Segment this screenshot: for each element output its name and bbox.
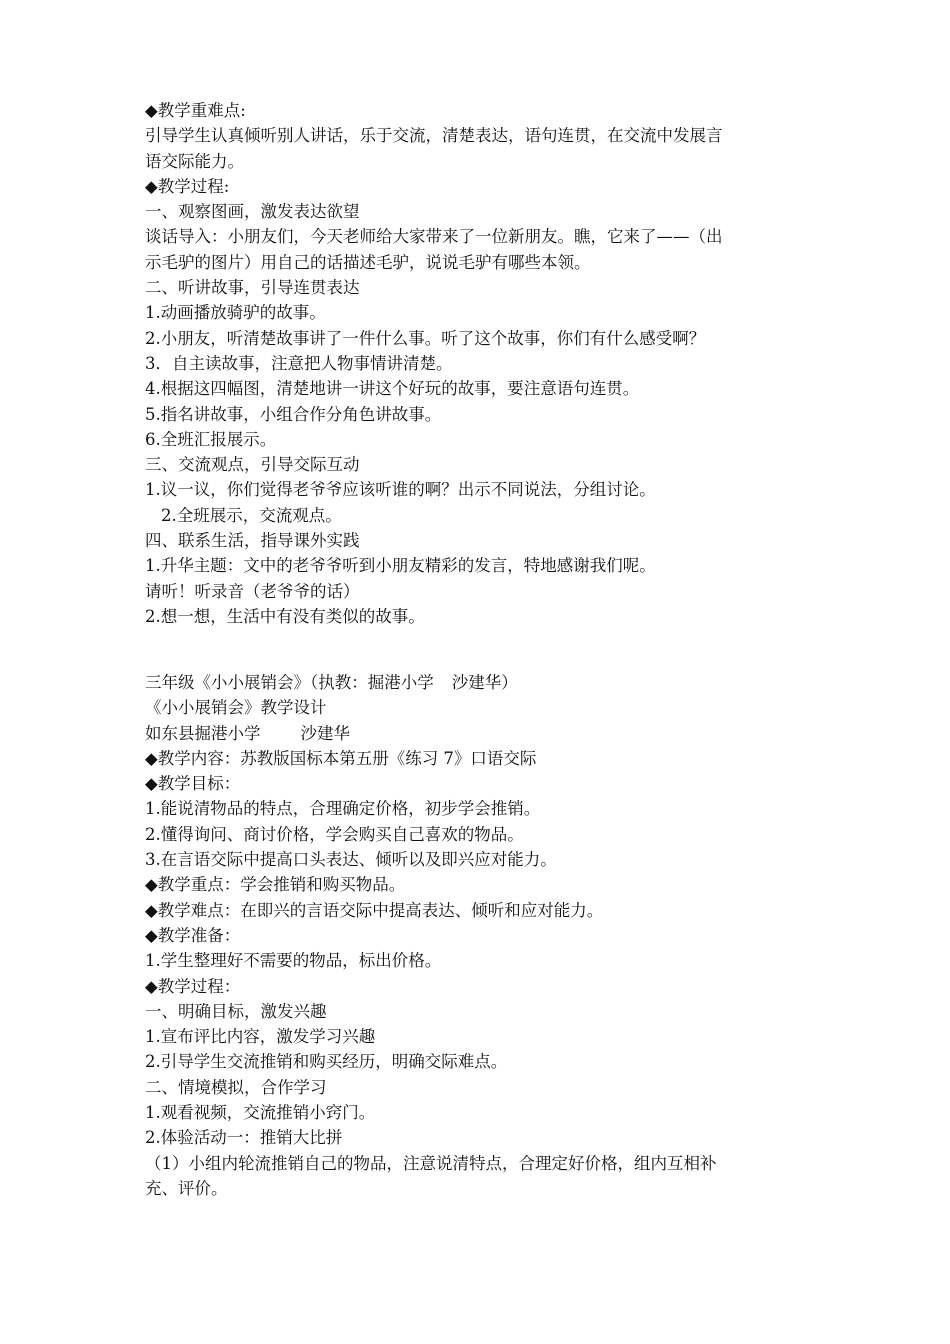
step-heading: 三、交流观点，引导交际互动 xyxy=(145,455,360,475)
list-item: 6.全班汇报展示。 xyxy=(145,429,277,449)
heading-key-points: ◆教学重点：学会推销和购买物品。 xyxy=(145,875,406,895)
step-heading: 一、明确目标，激发兴趣 xyxy=(145,1001,327,1021)
paragraph-line: 示毛驴的图片）用自己的话描述毛驴，说说毛驴有哪些本领。 xyxy=(145,252,591,272)
paragraph-line: 语交际能力。 xyxy=(145,151,244,171)
lesson-heading-teacher: 沙建华） xyxy=(451,673,518,692)
list-item: 3.在言语交际中提高口头表达、倾听以及即兴应对能力。 xyxy=(145,850,557,870)
paragraph-line: 引导学生认真倾听别人讲话，乐于交流，清楚表达，语句连贯，在交流中发展言 xyxy=(145,126,723,146)
list-item: 2.小朋友，听清楚故事讲了一件什么事。听了这个故事，你们有什么感受啊？ xyxy=(145,328,706,348)
list-item: 1.升华主题：文中的老爷爷听到小朋友精彩的发言，特地感谢我们呢。 xyxy=(145,556,656,576)
list-item: 1.学生整理好不需要的物品，标出价格。 xyxy=(145,951,442,971)
list-item: 2.体验活动一：推销大比拼 xyxy=(145,1128,343,1148)
author-line xyxy=(145,721,825,746)
list-item: 4.根据这四幅图，清楚地讲一讲这个好玩的故事，要注意语句连贯。 xyxy=(145,379,640,399)
list-item: 1.动画播放骑驴的故事。 xyxy=(145,303,326,323)
lesson-title: 《小小展销会》教学设计 xyxy=(145,698,327,718)
list-item: 2.想一想，生活中有没有类似的故事。 xyxy=(145,606,425,626)
lesson-heading-text: 三年级《小小展销会》（执教：掘港小学 xyxy=(145,673,434,692)
step-heading: 四、联系生活，指导课外实践 xyxy=(145,531,360,551)
list-item: 2.全班展示，交流观点。 xyxy=(161,505,342,525)
author-name: 沙建华 xyxy=(300,723,350,743)
list-item: 1.议一议，你们觉得老爷爷应该听谁的啊？出示不同说法，分组讨论。 xyxy=(145,480,656,500)
list-item: 1.观看视频，交流推销小窍门。 xyxy=(145,1103,376,1123)
list-item: 3．自主读故事，注意把人物事情讲清楚。 xyxy=(145,353,453,373)
heading-teaching-content: ◆教学内容：苏教版国标本第五册《练习 7》口语交际 xyxy=(145,748,537,768)
lesson-plan-section-1 xyxy=(145,98,825,629)
paragraph-line: 谈话导入：小朋友们，今天老师给大家带来了一位新朋友。瞧，它来了——（出 xyxy=(145,227,723,247)
paragraph-line: 充、评价。 xyxy=(145,1178,228,1198)
heading-teaching-goals: ◆教学目标： xyxy=(145,774,241,794)
heading-teaching-process: ◆教学过程: xyxy=(145,176,230,196)
school-name: 如东县掘港小学 xyxy=(145,723,261,743)
list-item: 2.懂得询问、商讨价格，学会购买自己喜欢的物品。 xyxy=(145,824,524,844)
list-item: 1.宣布评比内容，激发学习兴趣 xyxy=(145,1027,376,1047)
heading-key-difficulties: ◆教学重难点: xyxy=(145,101,246,120)
list-item: 5.指名讲故事，小组合作分角色讲故事。 xyxy=(145,404,442,424)
step-heading: 二、听讲故事，引导连贯表达 xyxy=(145,278,360,298)
paragraph-line: 请听！听录音（老爷爷的话） xyxy=(145,581,360,601)
heading-difficulties: ◆教学难点：在即兴的言语交际中提高表达、倾听和应对能力。 xyxy=(145,900,604,920)
step-heading: 二、情境模拟，合作学习 xyxy=(145,1077,327,1097)
heading-preparation: ◆教学准备： xyxy=(145,925,241,945)
list-item: 2.引导学生交流推销和购买经历，明确交际难点。 xyxy=(145,1052,508,1072)
paragraph-line: （1）小组内轮流推销自己的物品，注意说清特点，合理定好价格，组内互相补 xyxy=(145,1153,717,1173)
step-heading: 一、观察图画，激发表达欲望 xyxy=(145,202,360,222)
heading-teaching-process: ◆教学过程： xyxy=(145,976,241,996)
lesson-heading xyxy=(145,670,825,695)
list-item: 1.能说清物品的特点，合理确定价格，初步学会推销。 xyxy=(145,799,541,819)
lesson-plan-section-2 xyxy=(145,670,825,1201)
